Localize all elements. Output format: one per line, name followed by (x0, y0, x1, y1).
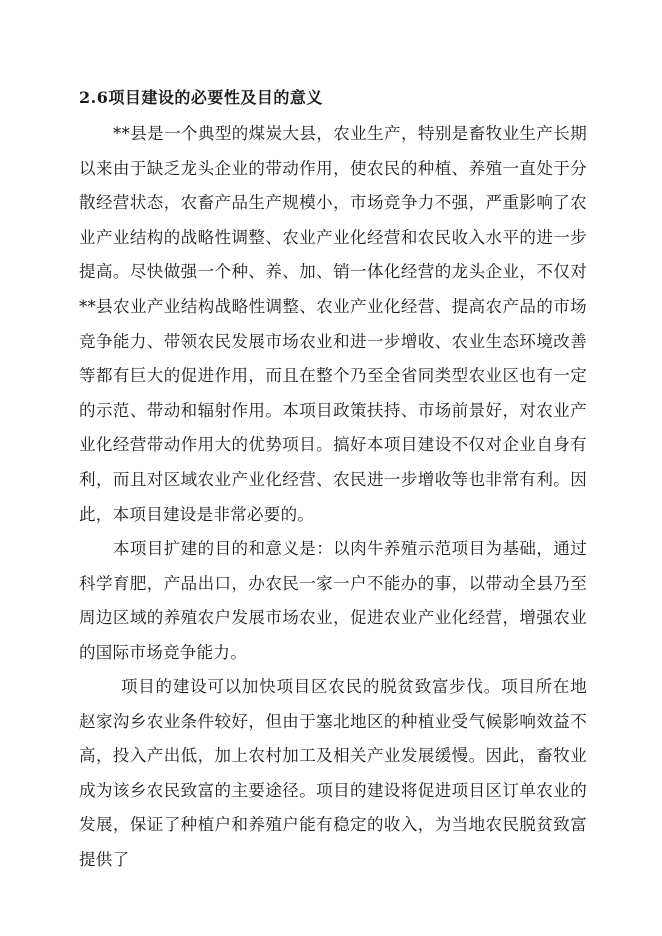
paragraph-necessity: **县是一个典型的煤炭大县，农业生产，特别是畜牧业生产长期以来由于缺乏龙头企业的带动作用，使农民的种植、养殖一直处于分散经营状态，农畜产品生产规模小，市场竞争力不强，严重影响了农业产业结构的战略性调整、农业产业化经营和农民收入水平的进一步提高。尽快做强一个种、养、加、销一体化经营的龙头企业，不仅对**县农业产业结构战略性调整、农业产业化经营、提高农产品的市场竞争能力、带领农民发展市场农业和进一步增收、农业生态环境改善等都有巨大的促进作用，而且在整个乃至全省同类型农业区也有一定的示范、带动和辐射作用。本项目政策扶持、市场前景好，对农业产业化经营带动作用大的优势项目。搞好本项目建设不仅对企业自身有利，而且对区域农业产业化经营、农民进一步增收等也非常有利。因此，本项目建设是非常必要的。 (79, 124, 587, 524)
section-heading: 2.6项目建设的必要性及目的意义 (79, 88, 323, 107)
paragraph-poverty-relief: 项目的建设可以加快项目区农民的脱贫致富步伐。项目所在地赵家沟乡农业条件较好，但由于塞北地区的种植业受气候影响效益不高，投入产出低，加上农村加工及相关产业发展缓慢。因此，畜牧业成为该乡农民致富的主要途径。项目的建设将促进项目区订单农业的发展，保证了种植户和养殖户能有稳定的收入，为当地农民脱贫致富提供了 (79, 677, 587, 869)
paragraph-purpose: 本项目扩建的目的和意义是：以肉牛养殖示范项目为基础，通过科学育肥，产品出口，办农民一家一户不能办的事，以带动全县乃至周边区域的养殖农户发展市场农业，促进农业产业化经营，增强农业的国际市场竞争能力。 (79, 539, 587, 662)
